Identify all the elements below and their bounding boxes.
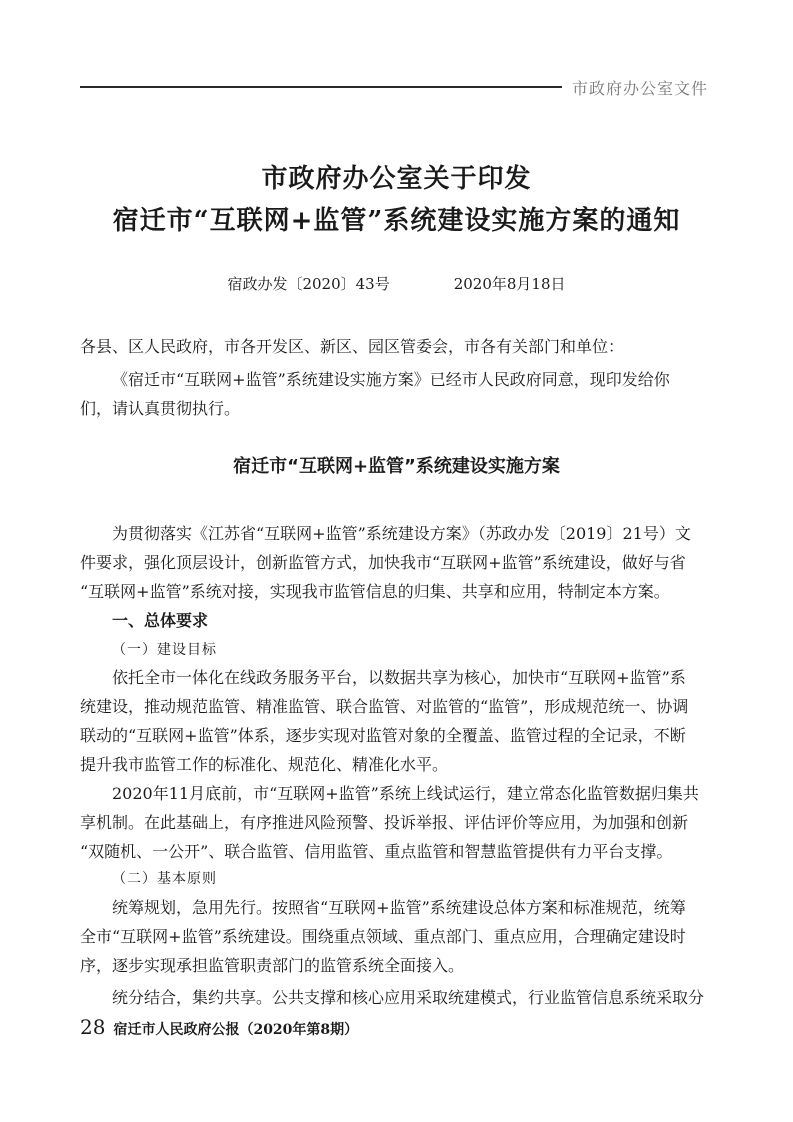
paragraph-line: 联动的“互联网+监管”体系，逐步实现对监管对象的全覆盖、监管过程的全记录，不断 bbox=[80, 726, 686, 745]
plan-title: 宿迁市“互联网+监管”系统建设实施方案 bbox=[233, 456, 560, 477]
paragraph-line: 享机制。在此基础上，有序推进风险预警、投诉举报、评估评价等应用，为加强和创新 bbox=[80, 813, 689, 832]
page-number: 28 bbox=[80, 1015, 106, 1039]
header-label: 市政府办公室文件 bbox=[572, 79, 709, 98]
section-heading: 一、总体要求 bbox=[112, 611, 209, 630]
page-footer bbox=[80, 1015, 358, 1039]
paragraph-line: “双随机、一公开”、联合监管、信用监管、重点监管和智慧监管提供有力平台支撑。 bbox=[80, 842, 673, 861]
paragraph-line: 统筹规划，急用先行。按照省“互联网+监管”系统建设总体方案和标准规范，统筹 bbox=[112, 898, 686, 917]
paragraph-line: 2020年11月底前，市“互联网+监管”系统上线试运行，建立常态化监管数据归集共 bbox=[112, 784, 699, 803]
paragraph-line: 序，逐步实现承担监管职责部门的监管系统全面接入。 bbox=[80, 956, 465, 975]
paragraph-line: 件要求，强化顶层设计，创新监管方式，加快我市“互联网+监管”系统建设，做好与省 bbox=[80, 553, 686, 572]
subsection-heading: （二）基本原则 bbox=[112, 871, 217, 887]
journal-title: 宿迁市人民政府公报（2020年第8期） bbox=[113, 1022, 359, 1038]
doc-number-row bbox=[0, 273, 793, 294]
subsection-heading: （一）建设目标 bbox=[112, 642, 217, 658]
paragraph-line: 依托全市一体化在线政务服务平台，以数据共享为核心，加快市“互联网+监管”系 bbox=[112, 668, 686, 687]
paragraph-line: 统建设，推动规范监管、精准监管、联合监管、对监管的“监管”，形成规范统一、协调 bbox=[80, 697, 689, 716]
issue-date: 2020年8月18日 bbox=[453, 275, 566, 293]
notice-title-line-2: 宿迁市“互联网+监管”系统建设实施方案的通知 bbox=[112, 206, 681, 236]
paragraph-line: “互联网+监管”系统对接，实现我市监管信息的归集、共享和应用，特制定本方案。 bbox=[80, 582, 670, 601]
recipients: 各县、区人民政府，市各开发区、新区、园区管委会，市各有关部门和单位： bbox=[80, 337, 625, 356]
doc-number: 宿政办发〔2020〕43号 bbox=[227, 275, 390, 293]
paragraph-line: 为贯彻落实《江苏省“互联网+监管”系统建设方案》（苏政办发〔2019〕21号）文 bbox=[112, 524, 691, 543]
paragraph-line: 统分结合，集约共享。公共支撑和核心应用采取统建模式，行业监管信息系统采取分 bbox=[112, 988, 705, 1007]
intro-line: 《宿迁市“互联网+监管”系统建设实施方案》已经市人民政府同意，现印发给你 bbox=[112, 370, 670, 389]
header-rule bbox=[80, 86, 562, 88]
paragraph-line: 提升我市监管工作的标准化、规范化、精准化水平。 bbox=[80, 755, 449, 774]
notice-title-line-1: 市政府办公室关于印发 bbox=[261, 164, 532, 194]
intro-line: 们，请认真贯彻执行。 bbox=[80, 399, 241, 418]
paragraph-line: 全市“互联网+监管”系统建设。围绕重点领域、重点部门、重点应用，合理确定建设时 bbox=[80, 927, 686, 946]
